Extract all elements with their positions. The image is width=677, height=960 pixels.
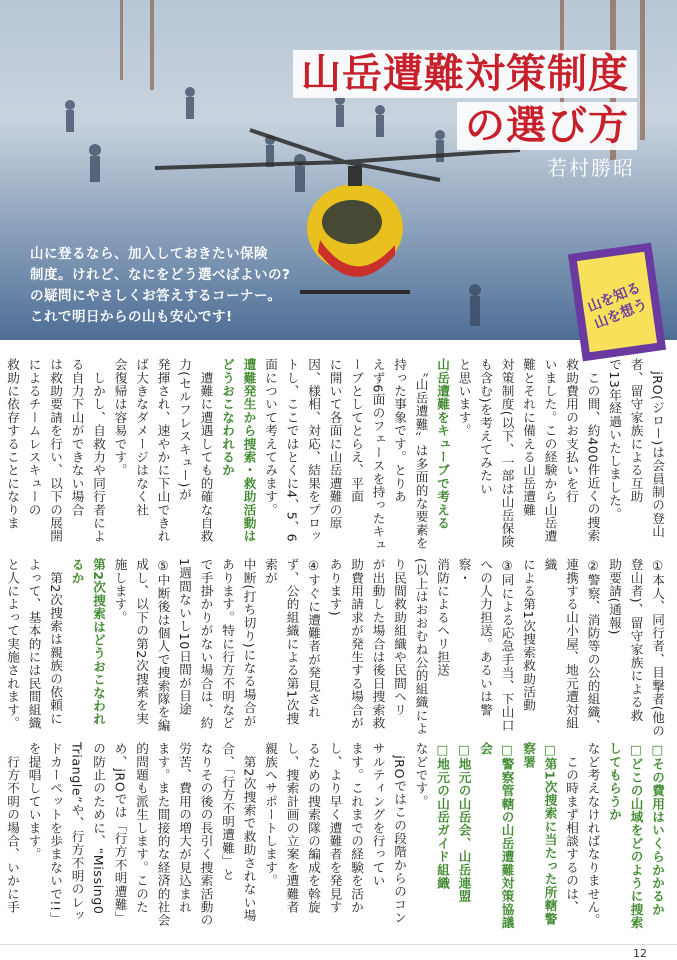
paragraph: 〝山岳遭難〟は多面的な要素を持った事象です。とりあ bbox=[392, 358, 429, 550]
paragraph: あります) bbox=[327, 558, 343, 617]
list-item: 消防によるヘリ担送 bbox=[435, 558, 450, 677]
text-band-1 bbox=[5, 358, 668, 554]
paragraph: jRO(ジロー)は会員制の登山者、留守家族による互助 bbox=[628, 358, 665, 539]
paragraph: 発揮され、速やかに下山できれば大きなダメージはなく社 bbox=[134, 358, 171, 543]
checklist-item: □地元の山岳ガイド組織 bbox=[435, 742, 450, 890]
paragraph: で13年経過いたしました。 bbox=[607, 358, 622, 521]
text-band-3 bbox=[5, 742, 668, 932]
paragraph: ます。また間接的な経済的社会的問題も派生します。このた bbox=[134, 742, 171, 927]
page-title: 山岳遭難対策制度 bbox=[293, 50, 637, 98]
paragraph: えず6面のフェースを持ったキューブとしてとらえ、平面 bbox=[349, 358, 386, 552]
list-item: ①本人、同行者、目撃者(他の登山者)、留守家族による救 bbox=[628, 558, 665, 738]
text-band-2 bbox=[5, 558, 668, 738]
page-number: 12 bbox=[633, 947, 647, 960]
paragraph: この時まず相談するのは、 bbox=[564, 742, 579, 914]
footer-divider bbox=[0, 944, 677, 945]
paragraph: この間、約400件近くの捜索救助費用のお支払いを行 bbox=[564, 358, 601, 543]
paragraph: などです。 bbox=[413, 742, 429, 808]
badge-text: 山を知る 山を想う bbox=[585, 279, 650, 333]
list-item: ⑤中断後は個人で捜索隊を編成し、以下の第2次捜索を実 bbox=[134, 558, 171, 732]
paragraph: 遭難に遭遇しても的確な自救力(セルフレスキュー)が bbox=[177, 358, 214, 543]
paragraph: は救助要請を行い、以下の展開によるチームレスキューの bbox=[26, 358, 63, 543]
section-heading: 遭難発生から捜索・救助活動はどうおこなわれるか bbox=[220, 358, 257, 543]
paragraph: トし、ここではとくに4、5、6面について考えてみます。 bbox=[263, 358, 300, 543]
list-item: ④すぐに遭難者が発見されず、公的組織による第1次捜索が bbox=[263, 558, 321, 726]
checklist-item: □その費用はいくらかかるか bbox=[650, 742, 665, 916]
paragraph: ます。これまでの経験を活かし、より早く遭難者を発見す bbox=[327, 742, 364, 914]
list-item: ③同による応急手当、下山口への人力担送。あるいは警察・ bbox=[456, 558, 515, 732]
paragraph: 第2次捜索で救助されない場合、「行方不明遭難」と bbox=[220, 742, 257, 923]
paragraph: と人によって実施されます。 bbox=[5, 558, 20, 730]
section-heading: 第2次捜索はどうおこなわれるか bbox=[69, 558, 106, 726]
list-item: ②警察、消防等の公的組織、連携する山小屋、地元遭対組織 bbox=[542, 558, 601, 732]
checklist-item: □どこの山域をどのように捜索してもらうか bbox=[607, 742, 644, 930]
paragraph: 施します。 bbox=[112, 558, 128, 624]
paragraph: 対策制度(以下、一部は山岳保険も含む)を考えてみたい bbox=[478, 358, 515, 549]
paragraph: しかし、自救力や同行者による自力下山ができない場合 bbox=[69, 358, 106, 543]
article-body bbox=[5, 358, 668, 934]
paragraph: jROではこの段階からのコンサルティングを行ってい bbox=[370, 742, 407, 925]
paragraph: で手掛かりがない場合は、約1週間ないし10日間が目途 bbox=[177, 558, 214, 730]
corner-badge bbox=[568, 243, 666, 362]
paragraph: 第2次捜索は親族の依頼によって、基本的には民間組織 bbox=[26, 558, 63, 730]
paragraph: 会復帰は容易です。 bbox=[112, 358, 128, 477]
paragraph: 中断(打ち切り)になる場合があります。特に行方不明など bbox=[220, 558, 257, 730]
list-item: 助要請(通報) bbox=[607, 558, 622, 636]
paragraph: に開いて各面に山岳遭難の原因、様相、対応、結果をプロッ bbox=[306, 358, 343, 543]
paragraph: 救助に依存することになりま bbox=[5, 358, 20, 530]
paragraph: と思います。 bbox=[456, 358, 472, 438]
title-box bbox=[293, 50, 637, 150]
checklist-item: □第1次捜索に当たった所轄警察署 bbox=[521, 742, 558, 926]
paragraph: (以上はおおむね公的組織により民間救助組織や民間ヘリ bbox=[392, 558, 429, 736]
paragraph: など考えなければなりません。 bbox=[585, 742, 601, 927]
paragraph: が出動した場合は後日捜索救助費用請求が発生する場合が bbox=[349, 558, 386, 730]
checklist-item: □警察管轄の山岳遭難対策協議会 bbox=[478, 742, 515, 930]
checklist-item: □地元の山岳会、山岳連盟 bbox=[456, 742, 472, 903]
section-heading: 山岳遭難をキューブで考える bbox=[435, 358, 450, 530]
paragraph: 行方不明の場合、いかに手 bbox=[5, 742, 20, 914]
lead-text: 山に登るなら、加入しておきたい保険 制度。けれど、なにをどう選べばよいの? の疑問にやさしくお答えするコーナー。 これで明日からの山も安心です! bbox=[30, 246, 291, 325]
paragraph: いました。この経験から山岳遭難とそれに備える山岳遭難 bbox=[521, 358, 558, 543]
page-title-line2: の選び方 bbox=[457, 102, 637, 150]
author-name: 若村勝昭 bbox=[547, 156, 635, 180]
paragraph: なりその後の長引く捜索活動の労苦、費用の増大が見込まれ bbox=[177, 742, 214, 927]
paragraph: 親族へサポートします。 bbox=[263, 742, 278, 888]
paragraph: を提唱しています。 bbox=[26, 742, 42, 861]
paragraph: め、jROでは「行方不明遭難」の防止のために、“Missing0 bbox=[91, 742, 128, 925]
paragraph: るための捜索隊の編成を斡旋し、捜索計画の立案を遭難者 bbox=[284, 742, 321, 914]
paragraph: Triangle”や、行方不明のレッドカーペットを歩まないで!!」 bbox=[48, 742, 85, 925]
list-item: による第1次捜索救助活動 bbox=[521, 558, 536, 712]
